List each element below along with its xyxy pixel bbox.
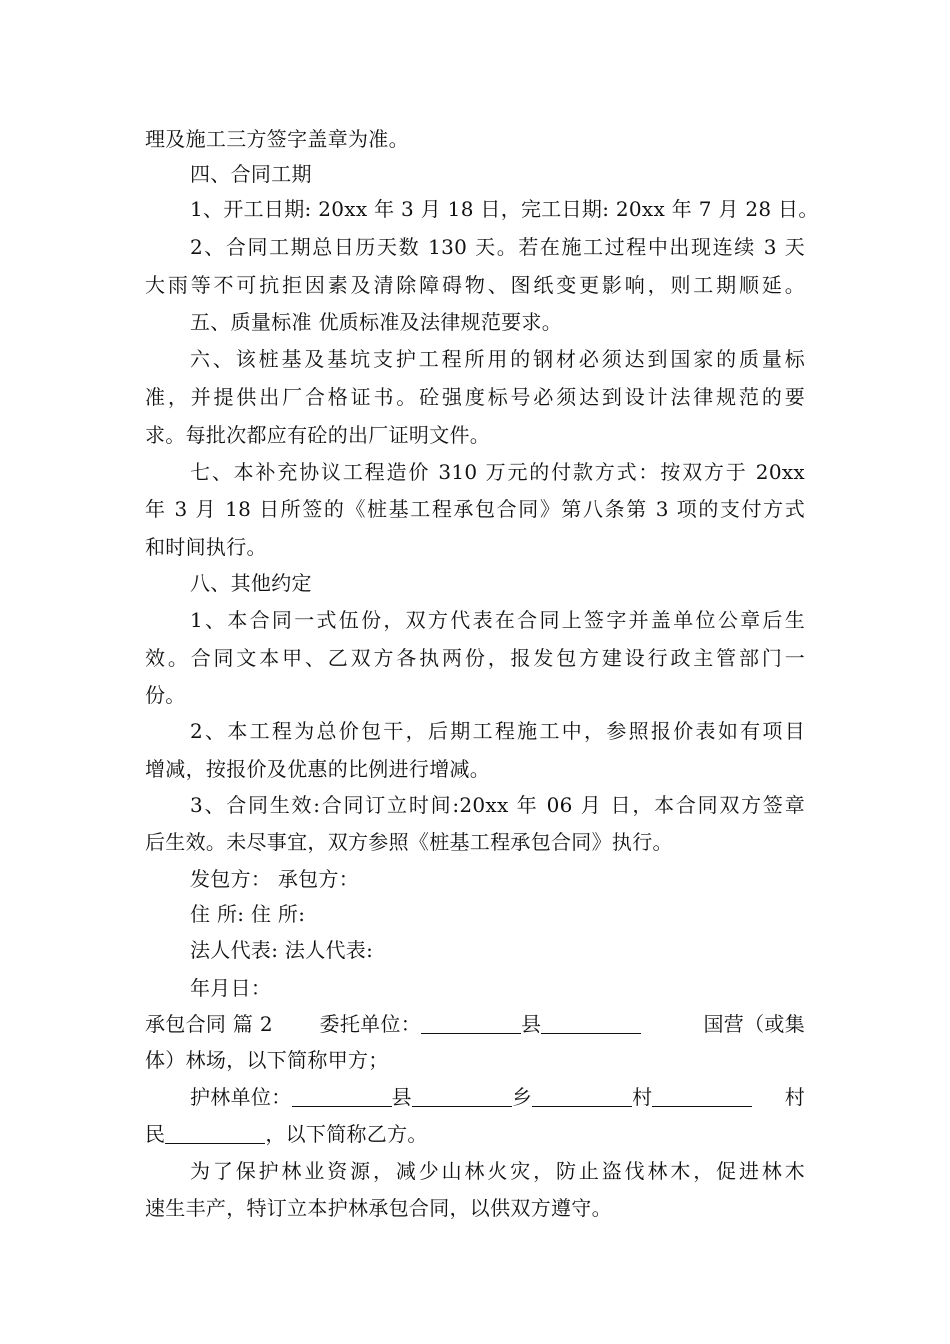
text-line: 理及施工三方签字盖章为准。 — [145, 127, 409, 151]
text-line: 2、本工程为总价包干，后期工程施工中，参照报价表如有项目 — [190, 719, 805, 743]
guard-county: 县 — [391, 1085, 412, 1109]
text-line: 效。合同文本甲、乙双方各执两份，报发包方建设行政主管部门一 — [145, 646, 805, 670]
text-line: 1、开工日期: 20xx 年 3 月 18 日，完工日期: 20xx 年 7 月 28 日。 — [190, 197, 819, 221]
blank-guard-town — [412, 1086, 512, 1107]
text-line: 为了保护林业资源，减少山林火灾，防止盗伐林木，促进林木 — [190, 1159, 805, 1183]
blank-guard-county — [292, 1086, 392, 1107]
guard-label: 护林单位： — [190, 1085, 292, 1109]
blank-entrust-name — [541, 1013, 641, 1034]
text-line: 体）林场，以下简称甲方； — [145, 1048, 389, 1072]
signature-date: 年月日： — [190, 976, 272, 1000]
text-line: 后生效。未尽事宜，双方参照《桩基工程承包合同》执行。 — [145, 830, 673, 854]
blank-entrust-county — [421, 1013, 521, 1034]
text-line: 六、该桩基及基坑支护工程所用的钢材必须达到国家的质量标 — [190, 347, 805, 371]
article-heading: 承包合同 篇 2 — [145, 1012, 273, 1036]
signature-parties: 发包方： 承包方： — [190, 867, 360, 891]
guard-tail: ，以下简称乙方。 — [265, 1122, 428, 1146]
text-line: 和时间执行。 — [145, 535, 267, 559]
text-line: 大雨等不可抗拒因素及清除障碍物、图纸变更影响，则工期顺延。 — [145, 273, 805, 297]
text-line: 份。 — [145, 683, 186, 707]
text-line: 七、本补充协议工程造价 310 万元的付款方式：按双方于 20xx — [190, 460, 805, 484]
text-line: 2、合同工期总日历天数 130 天。若在施工过程中出现连续 3 天 — [190, 235, 805, 259]
section-heading: 五、质量标准 优质标准及法律规范要求。 — [190, 310, 563, 334]
text-line: 3、合同生效:合同订立时间:20xx 年 06 月 日，本合同双方签章 — [190, 793, 805, 817]
guard-min: 民 — [145, 1122, 166, 1146]
text-line: 求。每批次都应有砼的出厂证明文件。 — [145, 423, 491, 447]
guard-line-2 — [145, 1121, 428, 1147]
text-line: 年 3 月 18 日所签的《桩基工程承包合同》第八条第 3 项的支付方式 — [145, 497, 805, 521]
blank-guard-villager — [652, 1086, 752, 1107]
entrust-label: 委托单位： — [319, 1012, 422, 1036]
guard-line — [190, 1084, 805, 1110]
guard-village: 村 — [632, 1085, 653, 1109]
blank-guard-village — [532, 1086, 632, 1107]
section-heading: 八、其他约定 — [190, 571, 312, 595]
section-heading: 四、合同工期 — [190, 162, 312, 186]
entrust-line — [145, 1011, 805, 1037]
text-line: 1、本合同一式伍份，双方代表在合同上签字并盖单位公章后生 — [190, 608, 805, 632]
guard-villager: 村 — [784, 1085, 805, 1109]
entrust-county: 县 — [521, 1012, 542, 1036]
entrust-state: 国营（或集 — [703, 1012, 805, 1036]
text-line: 准，并提供出厂合格证书。砼强度标号必须达到设计法律规范的要 — [145, 385, 805, 409]
blank-guard-name — [165, 1123, 265, 1144]
guard-town: 乡 — [511, 1085, 533, 1109]
text-line: 速生丰产，特订立本护林承包合同，以供双方遵守。 — [145, 1196, 612, 1220]
signature-address: 住 所: 住 所: — [190, 902, 306, 926]
text-line: 增减，按报价及优惠的比例进行增减。 — [145, 757, 491, 781]
signature-representative: 法人代表: 法人代表: — [190, 938, 374, 962]
